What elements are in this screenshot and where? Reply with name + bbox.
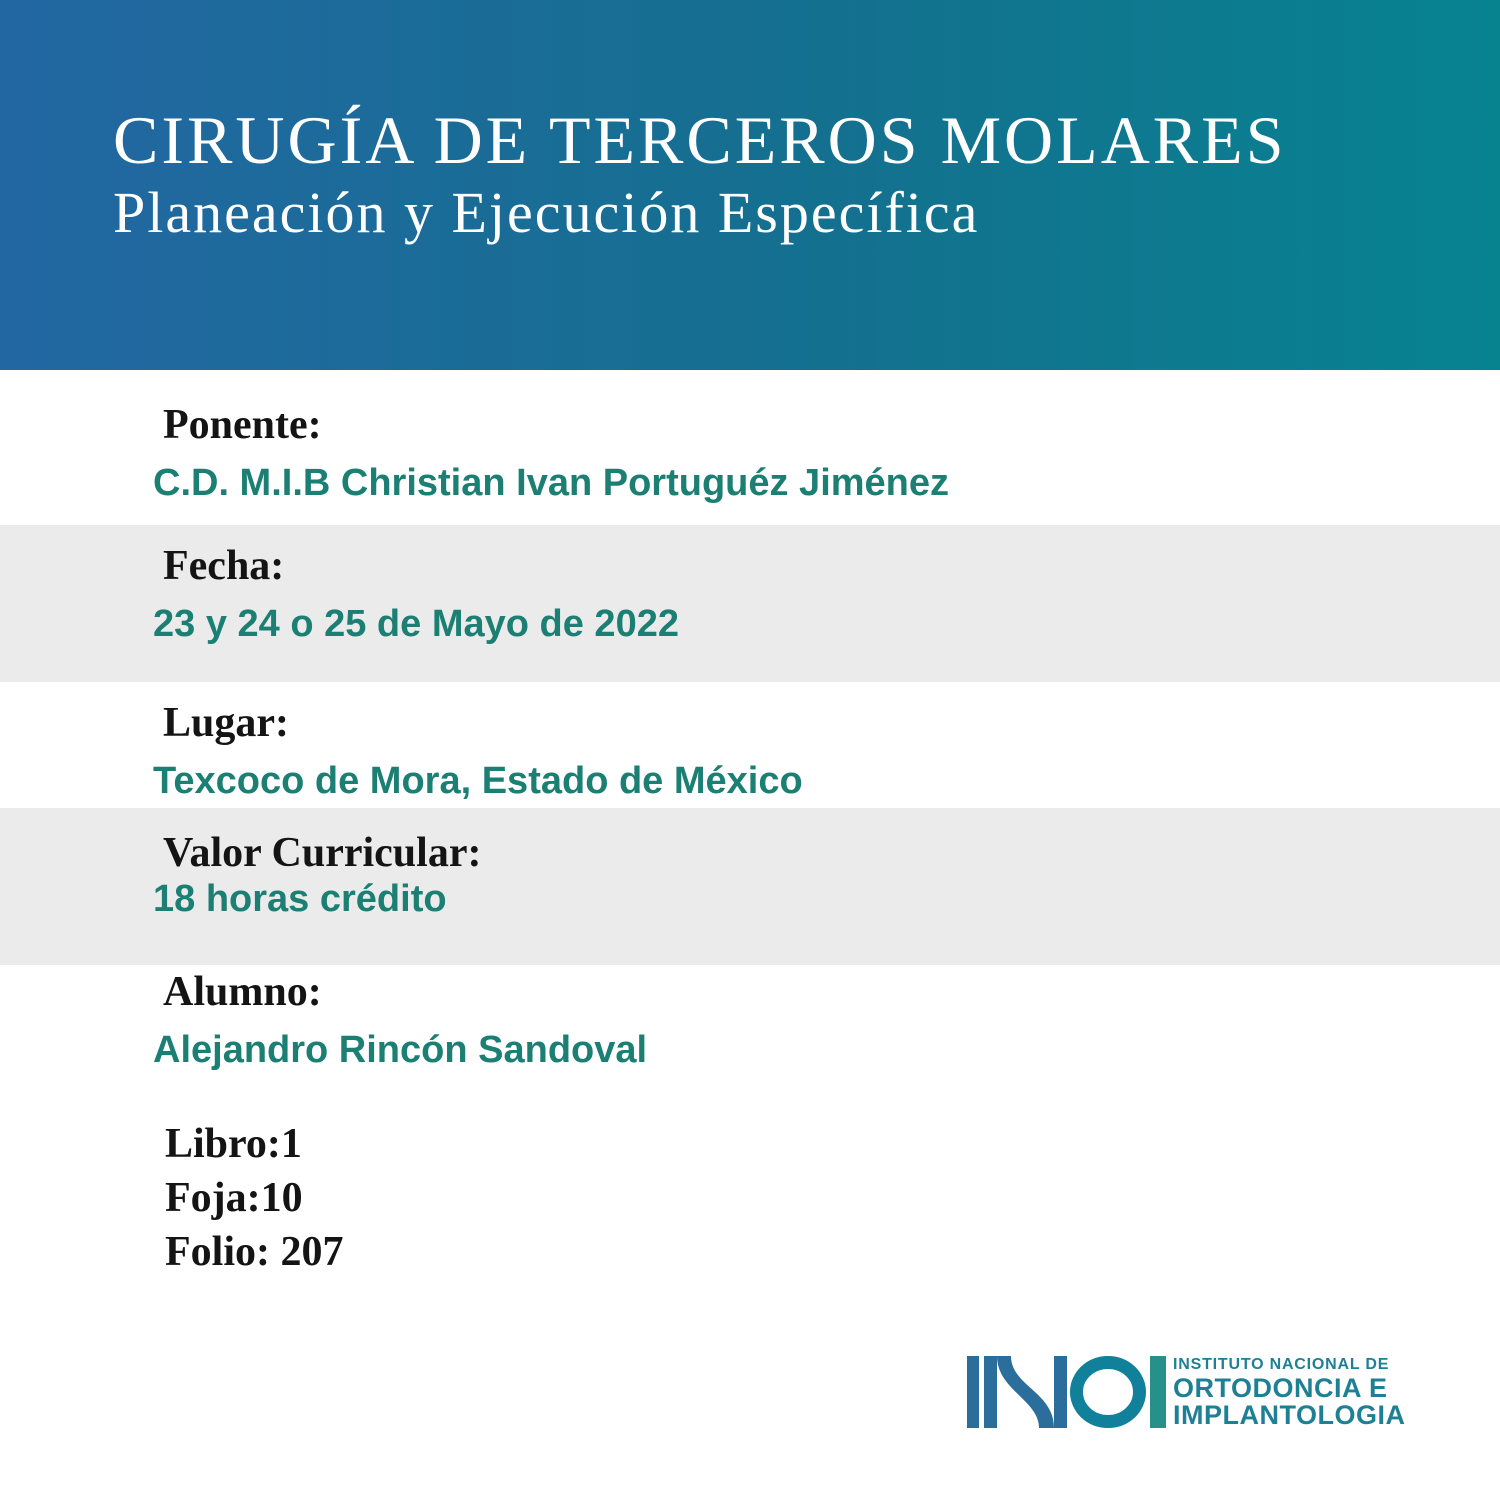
logo-text-line1: INSTITUTO NACIONAL DE — [1173, 1356, 1390, 1373]
inoi-letter-n — [984, 1356, 1067, 1428]
section-ponente — [0, 370, 1500, 525]
inoi-logo-text — [1173, 1356, 1406, 1428]
lugar-label: Lugar: — [163, 700, 289, 746]
section-valor-curricular — [0, 808, 1500, 965]
alumno-value: Alejandro Rincón Sandoval — [153, 1029, 648, 1071]
fecha-value: 23 y 24 o 25 de Mayo de 2022 — [153, 603, 679, 645]
header-banner — [0, 0, 1500, 370]
registro-block — [0, 1115, 1500, 1279]
folio-line: Folio: 207 — [165, 1229, 344, 1275]
ponente-value: C.D. M.I.B Christian Ivan Portuguéz Jiménez — [153, 462, 950, 504]
lugar-value: Texcoco de Mora, Estado de México — [153, 760, 803, 802]
course-subtitle: Planeación y Ejecución Específica — [113, 180, 980, 245]
valor-curricular-label: Valor Curricular: — [163, 830, 482, 876]
inoi-letter-i2 — [1150, 1356, 1166, 1428]
libro-line: Libro:1 — [165, 1121, 302, 1167]
inoi-letter-i1 — [967, 1356, 979, 1428]
logo-text-line3: IMPLANTOLOGIA — [1173, 1400, 1406, 1430]
section-lugar — [0, 682, 1500, 808]
inoi-monogram-icon — [967, 1356, 1166, 1428]
foja-line: Foja:10 — [165, 1175, 303, 1221]
fecha-label: Fecha: — [163, 543, 285, 589]
logo-text-line2: ORTODONCIA E — [1173, 1372, 1388, 1403]
alumno-label: Alumno: — [163, 969, 322, 1015]
inoi-logo — [967, 1356, 1406, 1428]
ponente-label: Ponente: — [163, 402, 322, 448]
section-alumno — [0, 965, 1500, 1115]
section-fecha — [0, 525, 1500, 682]
inoi-letter-o — [1077, 1363, 1140, 1422]
valor-curricular-value: 18 horas crédito — [153, 878, 447, 920]
course-title: CIRUGÍA DE TERCEROS MOLARES — [113, 102, 1287, 178]
